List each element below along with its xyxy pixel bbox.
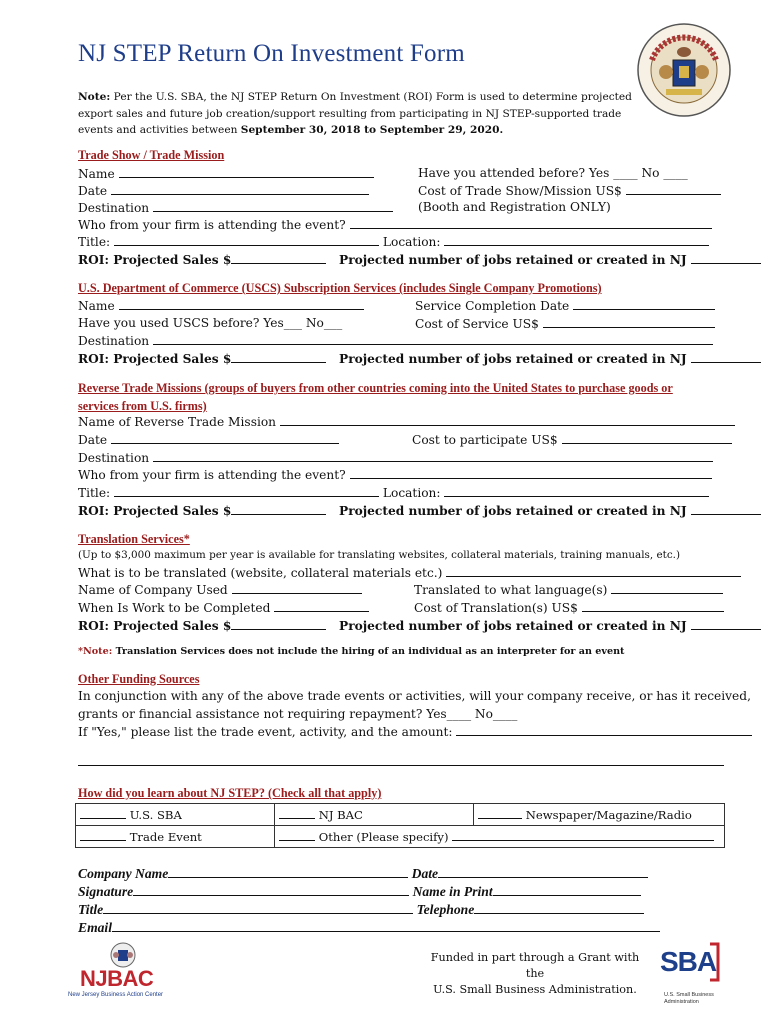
rtm-title-row	[78, 485, 709, 500]
ts-location-label: Location:	[382, 235, 441, 249]
rtm-date-label: Date	[78, 433, 108, 447]
uscs-cost-label: Cost of Service US$	[415, 317, 539, 331]
learn-other-specify-field[interactable]	[452, 829, 714, 841]
rtm-name-label: Name of Reverse Trade Mission	[78, 415, 277, 429]
funded-line-2: U.S. Small Business Administration.	[433, 983, 637, 996]
company-field[interactable]	[168, 866, 408, 878]
uscs-used-before: Have you used USCS before? Yes___ No___	[78, 316, 343, 330]
other-line-3-row	[78, 724, 752, 739]
uscs-name-field[interactable]	[119, 298, 364, 310]
signature-row	[78, 884, 641, 900]
uscs-roi-label: ROI: Projected Sales $	[78, 352, 232, 366]
ts-jobs-label: Projected number of jobs retained or created in NJ	[339, 253, 687, 267]
learn-option-njbac[interactable]	[275, 804, 474, 826]
sba-logo	[660, 940, 728, 1010]
ts-destination-row	[78, 200, 393, 215]
section-heading-trade-show: Trade Show / Trade Mission	[78, 148, 225, 162]
uscs-completion-field[interactable]	[573, 298, 715, 310]
rtm-who-field[interactable]	[350, 467, 712, 479]
ts-date-row	[78, 183, 369, 198]
other-line-2: grants or financial assistance not requiring repayment? Yes____ No____	[78, 707, 518, 721]
other-amount-line-2[interactable]	[78, 765, 724, 766]
section-heading-translation: Translation Services*	[78, 532, 190, 546]
note-label: Note:	[78, 91, 111, 103]
tr-language-field[interactable]	[611, 582, 723, 594]
rtm-date-field[interactable]	[111, 432, 339, 444]
learn-option-label: U.S. SBA	[129, 808, 182, 822]
ts-name-row	[78, 166, 374, 181]
tr-jobs-field[interactable]	[691, 618, 761, 630]
section-heading-other-funding: Other Funding Sources	[78, 672, 200, 686]
rtm-jobs-label: Projected number of jobs retained or created in NJ	[339, 504, 687, 518]
uscs-roi-row	[78, 351, 761, 366]
translation-note-text: Translation Services does not include the hiring of an individual as an interpreter for an event	[115, 646, 625, 657]
rtm-jobs-field[interactable]	[691, 503, 761, 515]
learn-option-label: Other (Please specify)	[318, 830, 449, 844]
learn-option-media[interactable]	[474, 804, 725, 826]
uscs-roi-field[interactable]	[231, 351, 326, 363]
tr-language-label: Translated to what language(s)	[414, 583, 608, 597]
rtm-title-field[interactable]	[114, 485, 379, 497]
learn-options-table	[75, 803, 725, 848]
ts-booth: (Booth and Registration ONLY)	[418, 200, 611, 214]
tr-roi-field[interactable]	[231, 618, 326, 630]
sba-subtitle	[664, 992, 714, 1006]
njbac-wordmark: NJBAC	[80, 966, 154, 991]
date-label: Date	[411, 866, 439, 881]
rtm-cost-field[interactable]	[562, 432, 732, 444]
rtm-who-label: Who from your firm is attending the event?	[78, 468, 346, 482]
title-label: Title	[78, 902, 104, 917]
ts-title-label: Title:	[78, 235, 111, 249]
rtm-location-field[interactable]	[444, 485, 709, 497]
ts-who-field[interactable]	[350, 217, 712, 229]
tr-what-label: What is to be translated (website, collateral materials etc.)	[78, 566, 443, 580]
learn-option-label: Trade Event	[129, 830, 202, 844]
sba-subtitle-line-1: U.S. Small Business	[664, 992, 714, 998]
uscs-completion-row	[415, 298, 715, 313]
tr-what-field[interactable]	[446, 565, 741, 577]
ts-destination-field[interactable]	[153, 200, 393, 212]
translation-note	[78, 646, 624, 657]
ts-date-field[interactable]	[111, 183, 369, 195]
tr-cost-label: Cost of Translation(s) US$	[414, 601, 578, 615]
rtm-roi-label: ROI: Projected Sales $	[78, 504, 232, 518]
tr-cost-field[interactable]	[582, 600, 724, 612]
other-line-3-label: If "Yes," please list the trade event, activity, and the amount:	[78, 725, 453, 739]
sba-subtitle-line-2: Administration	[664, 999, 699, 1005]
uscs-cost-row	[415, 316, 715, 331]
ts-cost-label: Cost of Trade Show/Mission US$	[418, 184, 622, 198]
section-heading-uscs: U.S. Department of Commerce (USCS) Subscription Services (includes Single Company Promotions)	[78, 281, 602, 295]
ts-who-label: Who from your firm is attending the event?	[78, 218, 346, 232]
rtm-cost-row	[412, 432, 732, 447]
email-field[interactable]	[112, 920, 660, 932]
section-heading-learn: How did you learn about NJ STEP? (Check all that apply)	[78, 786, 382, 800]
ts-attended: Have you attended before? Yes ____ No ____	[418, 166, 688, 180]
page-title: NJ STEP Return On Investment Form	[78, 40, 465, 67]
telephone-label: Telephone	[416, 902, 475, 917]
ts-destination-label: Destination	[78, 201, 150, 215]
learn-check-media[interactable]	[478, 807, 522, 819]
uscs-destination-label: Destination	[78, 334, 150, 348]
tr-jobs-label: Projected number of jobs retained or created in NJ	[339, 619, 687, 633]
ts-date-label: Date	[78, 184, 108, 198]
translation-note-star: *Note:	[78, 646, 113, 657]
ts-jobs-field[interactable]	[691, 252, 761, 264]
name-print-field[interactable]	[493, 884, 641, 896]
ts-title-row	[78, 234, 709, 249]
other-line-1: In conjunction with any of the above trade events or activities, will your company receive, or has it received,	[78, 689, 751, 703]
ts-cost-field[interactable]	[626, 183, 721, 195]
learn-check-njbac[interactable]	[279, 807, 315, 819]
rtm-roi-field[interactable]	[231, 503, 326, 515]
name-print-label: Name in Print	[412, 884, 493, 899]
learn-option-label: Newspaper/Magazine/Radio	[525, 808, 692, 822]
learn-check-sba[interactable]	[80, 807, 126, 819]
rtm-destination-row	[78, 450, 713, 465]
intro-dates: September 30, 2018 to September 29, 2020.	[240, 124, 504, 136]
tr-when-field[interactable]	[274, 600, 369, 612]
nj-state-seal	[636, 22, 732, 118]
uscs-completion-label: Service Completion Date	[415, 299, 570, 313]
learn-option-sba[interactable]	[76, 804, 275, 826]
uscs-cost-field[interactable]	[543, 316, 715, 328]
njbac-logo	[68, 942, 178, 1004]
company-label: Company Name	[78, 866, 169, 881]
tr-what-row	[78, 565, 741, 580]
uscs-destination-field[interactable]	[153, 333, 713, 345]
rtm-location-label: Location:	[382, 486, 441, 500]
njbac-subtitle: New Jersey Business Action Center	[68, 992, 164, 998]
ts-location-field[interactable]	[444, 234, 709, 246]
email-row	[78, 920, 660, 936]
title-field[interactable]	[103, 902, 413, 914]
rtm-roi-row	[78, 503, 761, 518]
company-row	[78, 866, 648, 882]
ts-title-field[interactable]	[114, 234, 379, 246]
signature-label: Signature	[78, 884, 134, 899]
uscs-jobs-label: Projected number of jobs retained or created in NJ	[339, 352, 687, 366]
rtm-who-row	[78, 467, 712, 482]
learn-option-other[interactable]	[275, 826, 725, 848]
other-amount-field[interactable]	[456, 724, 752, 736]
translation-sub: (Up to $3,000 maximum per year is available for translating websites, collateral materials, training manuals, etc.)	[78, 549, 680, 561]
tr-when-row	[78, 600, 369, 615]
tr-roi-label: ROI: Projected Sales $	[78, 619, 232, 633]
rtm-destination-label: Destination	[78, 451, 150, 465]
uscs-jobs-field[interactable]	[691, 351, 761, 363]
rtm-date-row	[78, 432, 339, 447]
ts-cost-row	[418, 183, 721, 198]
ts-name-label: Name	[78, 167, 115, 181]
ts-roi-label: ROI: Projected Sales $	[78, 253, 232, 267]
sba-wordmark: SBA	[660, 946, 717, 977]
learn-check-trade-event[interactable]	[80, 829, 126, 841]
ts-roi-row	[78, 252, 761, 267]
ts-name-field[interactable]	[119, 166, 374, 178]
uscs-destination-row	[78, 333, 713, 348]
uscs-name-row	[78, 298, 364, 313]
tr-cost-row	[414, 600, 724, 615]
ts-roi-field[interactable]	[231, 252, 326, 264]
telephone-field[interactable]	[474, 902, 644, 914]
ts-who-row	[78, 217, 712, 232]
email-label: Email	[78, 920, 112, 935]
rtm-name-field[interactable]	[280, 414, 735, 426]
signature-field[interactable]	[133, 884, 409, 896]
tr-roi-row	[78, 618, 761, 633]
tr-language-row	[414, 582, 723, 597]
learn-option-trade-event[interactable]	[76, 826, 275, 848]
rtm-title-label: Title:	[78, 486, 111, 500]
tr-company-row	[78, 582, 362, 597]
intro-paragraph	[78, 89, 633, 139]
tr-when-label: When Is Work to be Completed	[78, 601, 271, 615]
rtm-cost-label: Cost to participate US$	[412, 433, 558, 447]
tr-company-field[interactable]	[232, 582, 362, 594]
funded-notice	[420, 950, 650, 998]
rtm-name-row	[78, 414, 735, 429]
nj-seal-icon	[110, 942, 136, 968]
uscs-name-label: Name	[78, 299, 115, 313]
tr-company-label: Name of Company Used	[78, 583, 228, 597]
learn-check-other[interactable]	[279, 829, 315, 841]
section-heading-reverse: Reverse Trade Missions (groups of buyers from other countries coming into the United States to purchase goods or services from U.S. firms)	[78, 381, 673, 413]
title-row	[78, 902, 644, 918]
learn-option-label: NJ BAC	[318, 808, 363, 822]
date-field[interactable]	[438, 866, 648, 878]
intro-text: Per the U.S. SBA, the NJ STEP Return On Investment (ROI) Form is used to determine projected export sales and future job creation/support resulting from participating in NJ STEP-supported trade events and activities between	[78, 91, 632, 136]
rtm-destination-field[interactable]	[153, 450, 713, 462]
funded-line-1: Funded in part through a Grant with the	[430, 951, 640, 980]
